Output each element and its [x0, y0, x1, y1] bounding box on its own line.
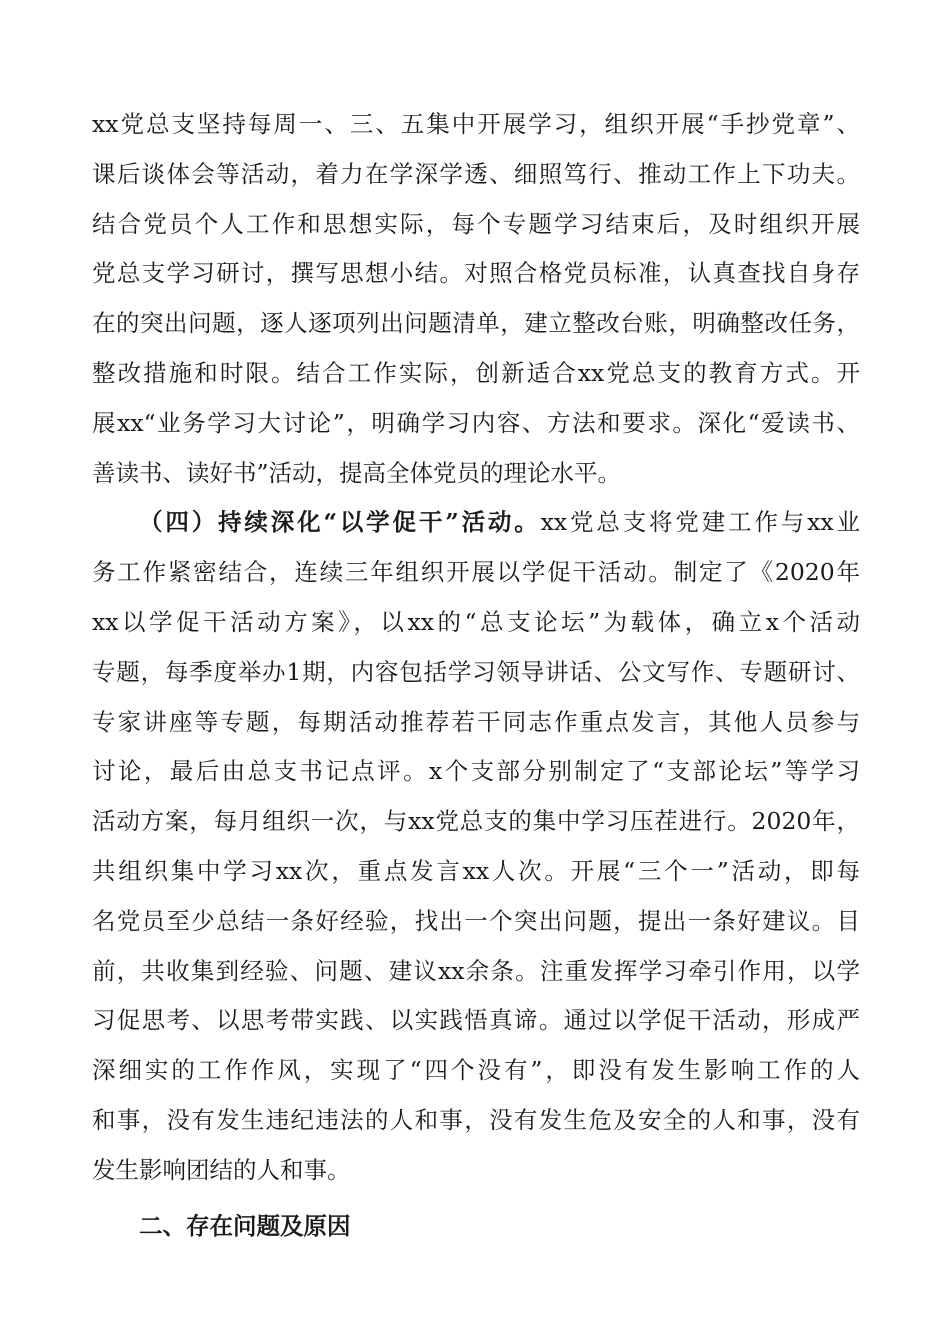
text-line: 结合党员个人工作和思想实际，每个专题学习结束后，及时组织开展 [92, 209, 860, 238]
text-line: 深细实的工作作风，实现了“四个没有”，即没有发生影响工作的人 [92, 1056, 860, 1085]
text-line: 共组织集中学习xx次，重点发言xx人次。开展“三个一”活动，即每 [92, 856, 860, 885]
text-line: 党总支学习研讨，撰写思想小结。对照合格党员标准，认真查找自身存 [92, 259, 860, 288]
text-line: 在的突出问题，逐人逐项列出问题清单，建立整改台账，明确整改任务， [92, 309, 860, 338]
paragraph-first-line [92, 498, 860, 548]
section-heading: 二、存在问题及原因 [139, 1211, 351, 1240]
text-line: 名党员至少总结一条好经验，找出一个突出问题，提出一条好建议。目 [92, 906, 860, 935]
text-run: xx党总支将党建工作与xx业 [540, 508, 860, 537]
text-line: 务工作紧密结合，连续三年组织开展以学促干活动。制定了《2020年 [92, 558, 860, 587]
text-line: 善读书、读好书”活动，提高全体党员的理论水平。 [92, 458, 622, 487]
text-line: 课后谈体会等活动，着力在学深学透、细照笃行、推动工作上下功夫。 [92, 159, 860, 188]
paragraph-1 [92, 100, 860, 498]
text-line: 前，共收集到经验、问题、建议xx余条。注重发挥学习牵引作用，以学 [92, 956, 860, 985]
text-line: 专家讲座等专题，每期活动推荐若干同志作重点发言，其他人员参与 [92, 707, 860, 736]
document-page [92, 100, 860, 1251]
text-line: 习促思考、以思考带实践、以实践悟真谛。通过以学促干活动，形成严 [92, 1006, 860, 1035]
text-line: 展xx“业务学习大讨论”，明确学习内容、方法和要求。深化“爱读书、 [92, 408, 860, 437]
paragraph-2 [92, 498, 860, 1195]
subsection-heading: （四）持续深化“以学促干”活动。 [139, 508, 541, 537]
text-line: 专题，每季度举办1期，内容包括学习领导讲话、公文写作、专题研讨、 [92, 657, 860, 686]
text-line: 发生影响团结的人和事。 [92, 1155, 351, 1184]
text-line: xx党总支坚持每周一、三、五集中开展学习，组织开展“手抄党章”、 [92, 110, 860, 138]
text-line: xx以学促干活动方案》，以xx的“总支论坛”为载体，确立x个活动 [92, 607, 860, 636]
text-line: 讨论，最后由总支书记点评。x个支部分别制定了“支部论坛”等学习 [92, 757, 860, 786]
text-line: 和事，没有发生违纪违法的人和事，没有发生危及安全的人和事，没有 [92, 1105, 860, 1134]
text-line: 整改措施和时限。结合工作实际，创新适合xx党总支的教育方式。开 [92, 358, 860, 387]
text-line: 活动方案，每月组织一次，与xx党总支的集中学习压茬进行。2020年， [92, 807, 860, 836]
